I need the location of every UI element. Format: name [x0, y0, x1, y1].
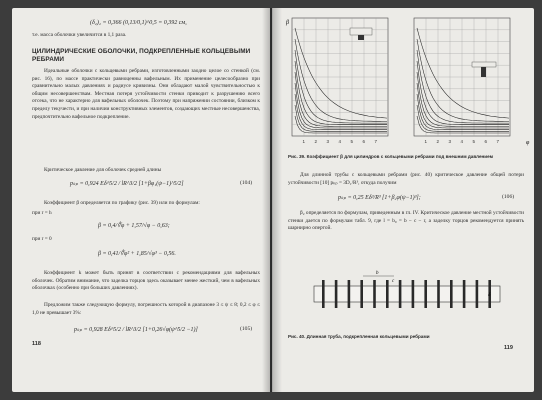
tick-label: 3 [326, 139, 330, 144]
axis-label-phi: φ [526, 140, 530, 146]
paragraph-2: Критическое давление для оболочек средней длины [44, 167, 162, 173]
curve [295, 39, 387, 121]
curve [417, 50, 509, 123]
axis-label-beta: β [286, 20, 289, 26]
fig-label-delta: δ [488, 293, 491, 298]
tick-label: 5 [472, 139, 476, 144]
curve [295, 50, 387, 123]
paragraph-4: Коэффициент k может быть принят в соответствии с рекомендациями для вафельных оболочек. Обратим внимание, что заделка торцов здесь оказывает менее жесткий, чем в вафельных оболочках (особенно при больших давлениях). [32, 270, 260, 292]
right-page [272, 8, 534, 392]
equation-number-104: (104) [240, 180, 253, 186]
curve [417, 105, 509, 131]
condition-r-h: при r = h [32, 210, 52, 216]
right-paragraph-1: Для длинной трубы с кольцевыми ребрами (рис. 40) критическое давление общей потери устойчивости [10] pₖₚ = 3D₁/R³, откуда получим [288, 172, 524, 186]
tick-label: 4 [338, 139, 342, 144]
tick-label: 3 [448, 139, 452, 144]
tick-label: 5 [350, 139, 354, 144]
tick-label: 2 [436, 139, 440, 144]
paragraph-1: Идеальные оболочки с кольцевыми ребрами, изготовленными заодно целое со стенкой (см. рис. 16), по массе практически равноценны вафельным. Их применение целесообразно при сравнительно малых давлениях и радиусе кривизны. Они обладают малой чувствительностью к общим несовершенствам. Местная потеря устойчивости стенки приводит к разрушению всего отсека, что не характерно для вафельных оболочек. Поэтому при напряжении состоянии, близком к пределу текучести, и при наличии конструктивных элементов, создающих местные несовершенства, предпочтительно вафельное подкрепление. [32, 68, 260, 120]
formula-104: pₖₚ = 0,924 Eδ^5/2 / lR^3/2 [1+βφ₁(ψ−1)^5/2] [70, 181, 184, 187]
ring-rib [476, 280, 479, 308]
paragraph-5: Предложим также следующую формулу, погрешность которой в диапазоне 3 ≤ ψ ≤ 8; 0,2 ≤ φ ≤ 1,0 не превышает 3%: [32, 302, 260, 316]
fig-label-b: b [376, 271, 379, 276]
ring-rib [373, 280, 376, 308]
formula-105: pₖₚ = 0,928 Eδ^5/2 / lR^3/2 [1+0,26√φ(ψ^5/2 −1)] [74, 327, 198, 333]
graph-right [414, 18, 510, 144]
book-gutter [262, 8, 282, 392]
caption-figure-40: Рис. 40. Длинная труба, подкрепленная кольцевыми ребрами [288, 334, 430, 339]
figure-39-graph [278, 14, 534, 149]
tick-label: 4 [460, 139, 464, 144]
ring-rib [450, 280, 453, 308]
right-paragraph-2: β₂ определяется по формулам, приведенным в гл. IV. Критическое давление местной устойчивости стенки дается по формулам табл. 9, где l = b₀ = b − c − r, а заделку торцов рекомендуется принять шарнирно опертой. [288, 210, 524, 232]
tick-label: 1 [302, 139, 306, 144]
tick-label: 7 [374, 139, 378, 144]
formula-beta-2: β = 0,41/∜φ² + 1,85/√φ³ − 0,56. [98, 251, 176, 257]
curve [295, 105, 387, 131]
tick-label: 6 [362, 139, 366, 144]
curve [417, 39, 509, 121]
ring-rib [424, 280, 427, 308]
page-number-left: 118 [32, 341, 41, 347]
formula-106: pₖₚ = 0,25 Eδ³/R³ [1+β₂φ(ψ−1)³]; [338, 195, 421, 201]
ring-rib [399, 280, 402, 308]
tick-label: 1 [424, 139, 428, 144]
section-heading: ЦИЛИНДРИЧЕСКИЕ ОБОЛОЧКИ, ПОДКРЕПЛЕННЫЕ КОЛЬЦЕВЫМИ РЕБРАМИ [32, 48, 251, 63]
tick-label: 6 [484, 139, 488, 144]
ring-rib [437, 280, 440, 308]
figure-40-pipe [308, 264, 508, 326]
paragraph-3: Коэффициент β определяется по графику (рис. 39) или по формулам: [44, 200, 200, 206]
ring-rib [348, 280, 351, 308]
ring-rib [386, 280, 389, 308]
condition-r-0: при r = 0 [32, 236, 52, 242]
equation-number-105: (105) [240, 326, 253, 332]
left-page [12, 8, 270, 392]
tick-label: 2 [314, 139, 318, 144]
ring-rib [412, 280, 415, 308]
ring-rib [322, 280, 325, 308]
formula-beta-1: β = 0,4/∜φ + 1,57/√φ − 0,63; [98, 223, 170, 229]
tick-label: 7 [496, 139, 500, 144]
ring-rib [335, 280, 338, 308]
ring-rib [463, 280, 466, 308]
result-line: т.е. масса оболочки увеличится в 1,1 раза. [32, 32, 127, 38]
equation-number-106: (106) [502, 194, 515, 200]
graph-left [292, 18, 388, 144]
caption-figure-39: Рис. 39. Коэффициент β для цилиндров с кольцевыми ребрами под внешним давлением [288, 154, 494, 159]
fig-label-c: c [392, 279, 395, 284]
curve [295, 72, 387, 126]
formula-top: (δ₂)₂ = 0,366 (0,13/0,1)^0,5 = 0,392 см, [90, 20, 187, 26]
page-number-right: 119 [504, 345, 513, 351]
ring-rib [360, 280, 363, 308]
curve [417, 72, 509, 126]
